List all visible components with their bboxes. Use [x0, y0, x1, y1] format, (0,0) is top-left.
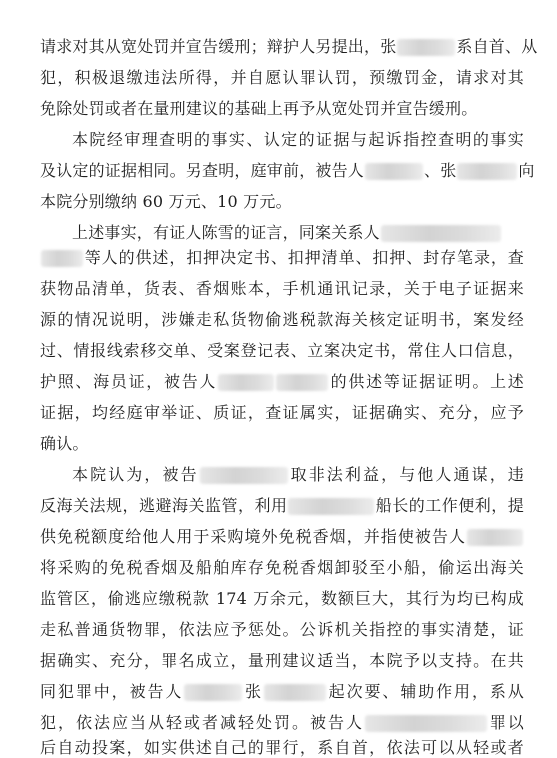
text-line: 反海关法规，逃避海关监管，利用 船长的工作便利，提	[40, 496, 524, 515]
redaction	[41, 250, 83, 267]
redaction	[365, 163, 423, 180]
redaction	[184, 684, 242, 701]
text-line: 过、情报线索移交单、受案登记表、立案决定书，常住人口信息，	[40, 341, 524, 360]
text-line: 护照、海员证，被告人 的供述等证据证明。上述	[40, 372, 524, 391]
text-line: 等人的供述，扣押决定书、扣押清单、扣押、封存笔录，查	[40, 248, 524, 268]
redaction	[200, 467, 288, 484]
text-line: 本院分别缴纳 60 万元、10 万元。	[40, 192, 292, 211]
redaction	[288, 498, 374, 515]
text-line: 确认。	[40, 434, 89, 453]
text-line: 本院认为，被告 取非法利益，与他人通谋，违	[72, 465, 524, 484]
text-line: 同犯罪中，被告人 张 起次要、辅助作用，系从	[40, 682, 525, 701]
text-line: 后自动投案，如实供述自己的罪行，系自首，依法可以从轻或者	[40, 738, 524, 757]
text-line: 犯，积极退缴违法所得，并自愿认罪认罚，预缴罚金，请求对其	[40, 68, 524, 87]
redaction	[381, 225, 501, 242]
text-line: 本院经审理查明的事实、认定的证据与起诉指控查明的事实	[72, 130, 524, 149]
text-line: 犯，依法应当从轻或者减轻处罚。被告人 罪以	[40, 713, 524, 732]
redaction	[276, 374, 328, 391]
text-line: 请求对其从宽处罚并宣告缓刑；辩护人另提出，张 系自首、从	[40, 37, 538, 56]
text-line: 供免税额度给他人用于采购境外免税香烟，并指使被告人	[40, 527, 524, 547]
redaction	[264, 684, 326, 701]
text-line: 获物品清单，货表、香烟账本，手机通讯记录，关于电子证据来	[40, 279, 524, 298]
text-line: 免除处罚或者在量刑建议的基础上再予从宽处罚并宣告缓刑。	[40, 99, 478, 118]
redaction	[218, 374, 274, 391]
text-line: 源的情况说明，涉嫌走私货物偷逃税款海关核定证明书，案发经	[40, 310, 524, 329]
redaction	[365, 715, 487, 732]
text-line: 证据，均经庭审举证、质证，查证属实，证据确实、充分，应予	[40, 403, 524, 422]
text-line: 及认定的证据相同。另查明，庭审前，被告人 、张 向	[40, 161, 535, 180]
text-line: 监管区，偷逃应缴税款 174 万余元，数额巨大，其行为均已构成	[40, 589, 524, 608]
redaction	[467, 529, 523, 546]
text-line: 将采购的免税香烟及船舶库存免税香烟卸驳至小船，偷运出海关	[40, 558, 524, 577]
text-line: 上述事实，有证人陈雪的证言，同案关系人	[72, 223, 524, 243]
text-line: 走私普通货物罪，依法应予惩处。公诉机关指控的事实清楚，证	[40, 620, 524, 639]
redaction	[457, 163, 517, 180]
text-line: 据确实、充分，罪名成立，量刑建议适当，本院予以支持。在共	[40, 651, 524, 670]
redaction	[397, 39, 455, 56]
